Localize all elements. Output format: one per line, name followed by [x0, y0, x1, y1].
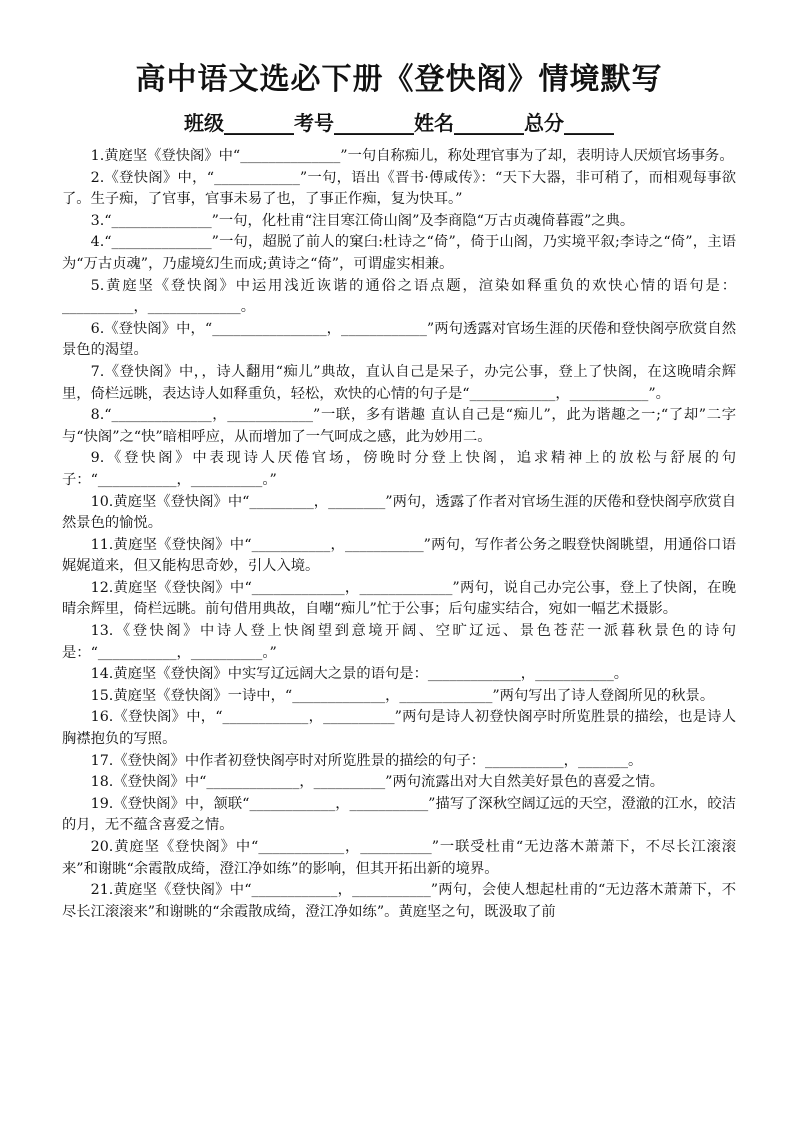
question-item: 7.《登快阁》中，，诗人翻用“痴儿”典故，直认自己是呆子，办完公事，登上了快阁，在这晚晴余辉里，倚栏远眺，表达诗人如释重负，轻松，欢快的心情的句子是“____________，___________”。	[62, 363, 736, 402]
question-item: 9.《登快阁》中表现诗人厌倦官场，傍晚时分登上快阁，追求精神上的放松与舒展的句子：“___________，__________。”	[62, 450, 736, 488]
question-item: 16.《登快阁》中，“____________，__________”两句是诗人初登快阁亭时所览胜景的描绘，也是诗人胸襟抱负的写照。	[62, 709, 736, 748]
question-item: 21.黄庭坚《登快阁》中“____________，___________”两句，会使人想起杜甫的“无边落木萧萧下，不尽长江滚滚来”和谢眺的“余霞散成绮，澄江净如练”。黄庭坚之句，既汲取了前	[62, 882, 736, 920]
question-item: 11.黄庭坚《登快阁》中“___________，___________”两句，写作者公务之暇登快阁眺望，用通俗口语娓娓道来，但又能构思奇妙，引人入境。	[62, 536, 736, 575]
question-item: 19.《登快阁》中，颔联“____________，___________”描写了深秋空阔辽远的天空，澄澈的江水，皎洁的月，无不蕴含喜爱之情。	[62, 795, 736, 834]
question-item: 18.《登快阁》中“_____________，__________”两句流露出对大自然美好景色的喜爱之情。	[90, 774, 665, 791]
question-list	[62, 146, 736, 923]
page-title: 高中语文选必下册《登快阁》情境默写	[135, 62, 663, 97]
student-info-line: 班级_______考号________姓名_______总分_____	[184, 111, 614, 135]
question-item: 12.黄庭坚《登快阁》中“_____________，_____________”两句，说自己办完公事，登上了快阁，在晚晴余辉里，倚栏远眺。前句借用典故，自嘲“痴儿”忙于公事；后句虚实结合，宛如一幅艺术摄影。	[62, 579, 736, 618]
question-item: 2.《登快阁》中，“____________”一句，语出《晋书·傅咸传》：“天下大器，非可稍了，而相观每事欲了。生子痴，了官事，官事未易了也，了事正作痴，复为快耳。”	[62, 169, 736, 208]
question-item: 3.“______________”一句，化杜甫“注目寒江倚山阁”及李商隐“万古贞魂倚暮霞”之典。	[90, 212, 635, 229]
question-item: 10.黄庭坚《登快阁》中“_________，________”两句，透露了作者对官场生涯的厌倦和登快阁亭欣赏自然景色的愉悦。	[62, 493, 736, 532]
question-item: 8.“______________，____________”一联，多有谐趣 直认自己是“痴儿”，此为谐趣之一;“了却”二字与“快阁”之“快”暗相呼应，从而增加了一气呵成之感，此为妙用二。	[62, 407, 736, 445]
question-item: 5.黄庭坚《登快阁》中运用浅近诙谐的通俗之语点题，渲染如释重负的欢快心情的语句是：__________，_____________。	[62, 277, 736, 316]
question-item: 6.《登快阁》中，“________________，____________”两句透露对官场生涯的厌倦和登快阁亭欣赏自然景色的渴望。	[62, 320, 736, 359]
question-item: 15.黄庭坚《登快阁》一诗中，“_____________，_____________”两句写出了诗人登阁所见的秋景。	[90, 687, 715, 704]
question-item: 20.黄庭坚《登快阁》中“____________，__________”一联受杜甫“无边落木萧萧下，不尽长江滚滚来”和谢眺“余霞散成绮，澄江净如练”的影响，但其开拓出新的境界。	[62, 839, 736, 877]
question-item: 14.黄庭坚《登快阁》中实写辽远阔大之景的语句是：_____________，___________。	[90, 666, 629, 683]
question-item: 13.《登快阁》中诗人登上快阁望到意境开阔、空旷辽远、景色苍茫一派暮秋景色的诗句是：“___________，__________。”	[62, 623, 736, 661]
question-item: 17.《登快阁》中作者初登快阁亭时对所览胜景的描绘的句子：___________，_______。	[90, 752, 643, 769]
question-item: 1.黄庭坚《登快阁》中“______________”一句自称痴儿，称处理官事为了却，表明诗人厌烦官场事务。	[90, 148, 734, 164]
question-item: 4.“______________”一句，超脱了前人的窠臼:杜诗之“倚”，倚于山阁，乃实境平叙;李诗之“倚”，主语为“万古贞魂”，乃虚境幻生而成;黄诗之“倚”，可谓虚实相兼。	[62, 234, 736, 272]
